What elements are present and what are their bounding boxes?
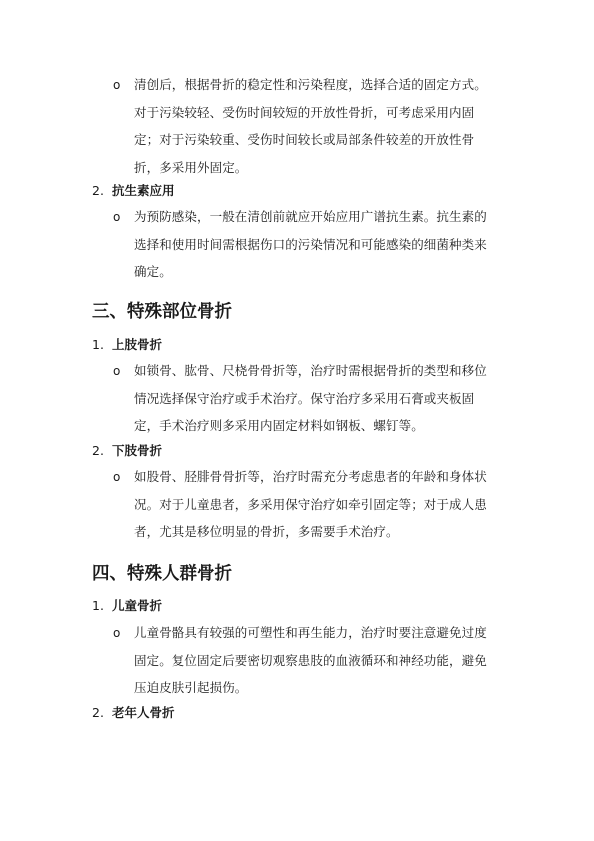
text-line: 清创后，根据骨折的稳定性和污染程度，选择合适的固定方式。 <box>134 77 487 92</box>
list-number: 2. <box>92 443 104 458</box>
text-line: 为预防感染，一般在清创前就应开始应用广谱抗生素。抗生素的 <box>134 209 487 224</box>
text-line: 情况选择保守治疗或手术治疗。保守治疗多采用石膏或夹板固 <box>134 390 475 406</box>
list-number: 1. <box>92 337 104 352</box>
text-line: 者，尤其是移位明显的骨折，多需要手术治疗。 <box>134 524 399 539</box>
list-number: 2. <box>92 183 104 198</box>
item-label-upper-limb: 上肢骨折 <box>112 337 163 352</box>
text-line: 折，多采用外固定。 <box>134 159 248 175</box>
bullet-marker: o <box>113 364 121 378</box>
paragraph-children <box>134 619 504 702</box>
bullet-marker: o <box>113 210 121 224</box>
text-line: 对于污染较轻、受伤时间较短的开放性骨折，可考虑采用内固 <box>134 104 475 120</box>
paragraph-upper-limb <box>134 357 504 440</box>
text-line: 确定。 <box>134 264 172 279</box>
paragraph-antibiotics <box>134 203 504 286</box>
text-line: 定；对于污染较重、受伤时间较长或局部条件较差的开放性骨 <box>134 132 475 147</box>
text-line: 选择和使用时间需根据伤口的污染情况和可能感染的细菌种类来 <box>134 236 487 252</box>
bullet-marker: o <box>113 78 121 92</box>
text-line: 定，手术治疗则多采用内固定材料如钢板、螺钉等。 <box>134 418 424 433</box>
section-heading-special-sites: 三、特殊部位骨折 <box>92 302 232 322</box>
list-number: 2. <box>92 705 104 720</box>
bullet-marker: o <box>113 470 121 484</box>
text-line: 如锁骨、肱骨、尺桡骨骨折等，治疗时需根据骨折的类型和移位 <box>134 363 487 378</box>
bullet-marker: o <box>113 626 121 640</box>
item-label-antibiotics: 抗生素应用 <box>112 183 175 198</box>
text-line: 如股骨、胫腓骨骨折等，治疗时需充分考虑患者的年龄和身体状 <box>134 469 487 484</box>
section-heading-special-groups: 四、特殊人群骨折 <box>92 564 232 584</box>
text-line: 压迫皮肤引起损伤。 <box>134 680 248 695</box>
item-label-children: 儿童骨折 <box>112 598 163 613</box>
text-line: 况。对于儿童患者，多采用保守治疗如牵引固定等；对于成人患 <box>134 496 487 512</box>
item-label-lower-limb: 下肢骨折 <box>112 443 163 458</box>
item-label-elderly: 老年人骨折 <box>112 705 175 720</box>
list-number: 1. <box>92 598 104 613</box>
paragraph-lower-limb <box>134 463 504 546</box>
text-line: 固定。复位固定后要密切观察患肢的血液循环和神经功能，避免 <box>134 652 487 668</box>
paragraph-fixation <box>134 71 504 181</box>
text-line: 儿童骨骼具有较强的可塑性和再生能力，治疗时要注意避免过度 <box>134 625 487 640</box>
